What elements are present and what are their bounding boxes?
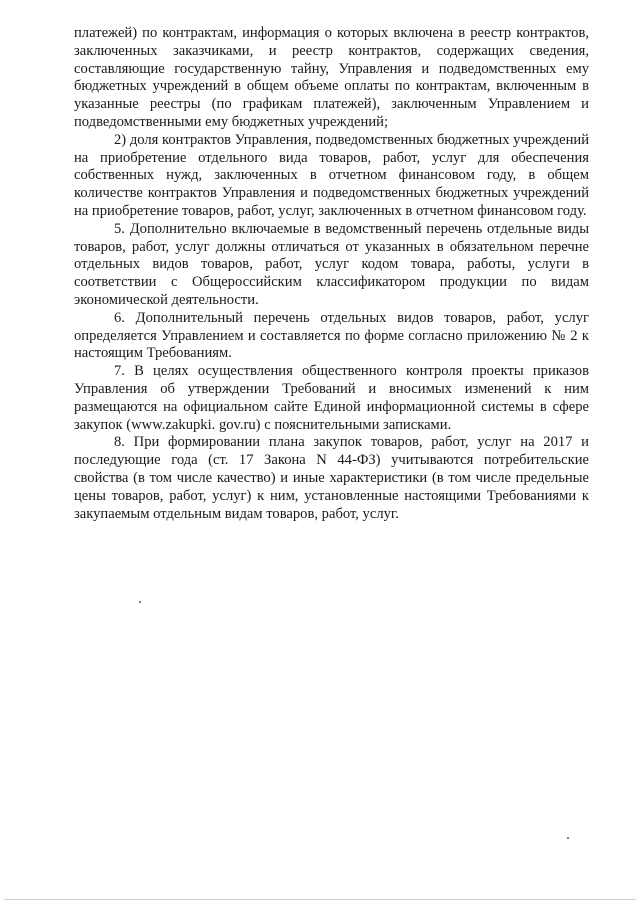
paragraph-item-8: 8. При формировании плана закупок товаров, работ, услуг на 2017 и последующие года (ст. 17 Закона N 44-ФЗ) учитываются потребительские свойства (в том числе качество) и иные характеристики (в том числе предельные цены товаров, работ, услуг) к ним, установленные настоящими Требованиями к закупаемым отдельным видам товаров, работ, услуг. bbox=[74, 434, 589, 522]
scan-speck bbox=[139, 601, 141, 603]
scan-speck bbox=[567, 837, 569, 839]
paragraph-item-7: 7. В целях осуществления общественного контроля проекты приказов Управления об утверждении Требований и вносимых изменений к ним размещаются на официальном сайте Единой информационной системы в сфере закупок (www.zakupki. gov.ru) с пояснительными записками. bbox=[74, 363, 589, 433]
scan-edge-line bbox=[4, 899, 636, 900]
document-body bbox=[74, 25, 589, 523]
paragraph-item-6: 6. Дополнительный перечень отдельных видов товаров, работ, услуг определяется Управлением и составляется по форме согласно приложению № 2 к настоящим Требованиям. bbox=[74, 309, 589, 362]
paragraph-item-5: 5. Дополнительно включаемые в ведомственный перечень отдельные виды товаров, работ, услуг должны отличаться от указанных в обязательном перечне отдельных видов товаров, работ, услуг кодом товара, работы, услуги в соответствии с Общероссийским классификатором продукции по видам экономической деятельности. bbox=[74, 220, 589, 308]
paragraph-continuation: платежей) по контрактам, информация о которых включена в реестр контрактов, заключенных заказчиками, и реестр контрактов, содержащих сведения, составляющие государственную тайну, Управления и подведомственных ему бюджетных учреждений в общем объеме оплаты по контрактам, включенным в указанные реестры (по графикам платежей), заключенным Управлением и подведомственными ему бюджетных учреждений; bbox=[74, 25, 589, 130]
paragraph-item-2: 2) доля контрактов Управления, подведомственных бюджетных учреждений на приобретение отдельного вида товаров, работ, услуг для обеспечения собственных нужд, заключенных в отчетном финансовом году, в общем количестве контрактов Управления и подведомственных бюджетных учреждений на приобретение товаров, работ, услуг, заключенных в отчетном финансовом году. bbox=[74, 131, 589, 219]
